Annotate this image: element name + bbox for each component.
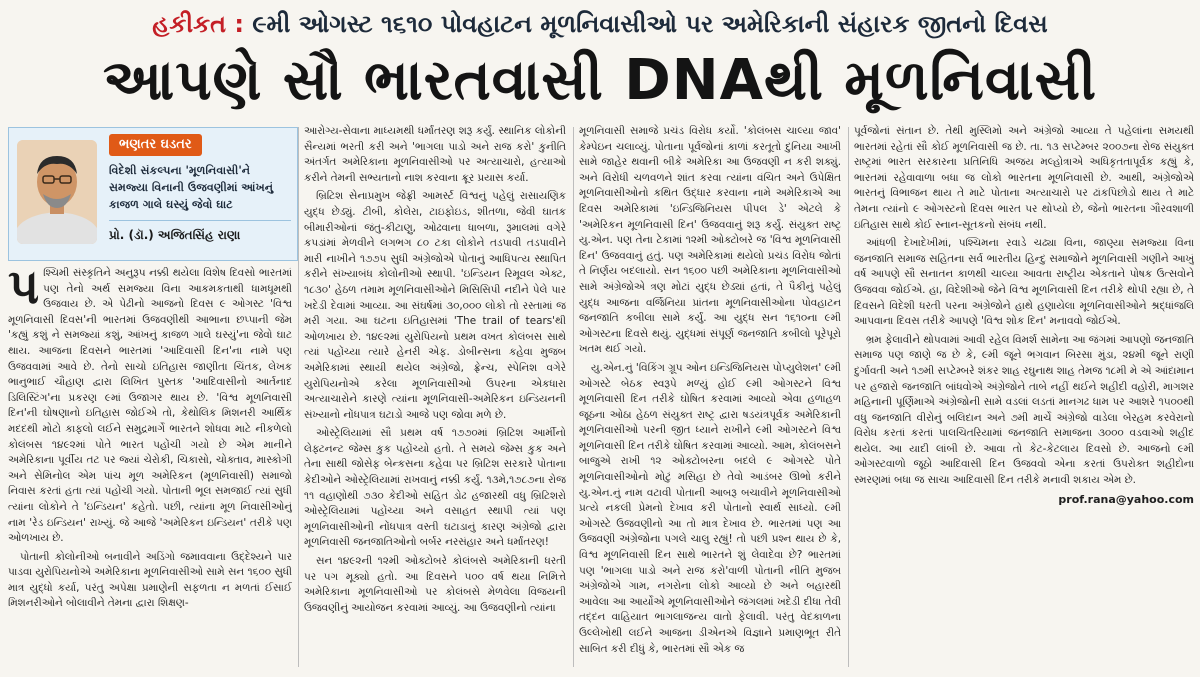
author-portrait-icon: [17, 140, 97, 244]
author-photo: [17, 140, 97, 244]
article-paragraph: ભ્રમ ફેલાવીને થોપવામાં આવી રહેલ વિમર્શ સામેના આ જંગમાં આપણો જનજાતિ સમાજ પણ જાણે જ છે કે, ૯મી જૂને ભગવાન બિરસા મુંડા, ૨૪મી જૂને રાણી દુર્ગાવતી અને ૧૭મી સપ્ટેમ્બરે શંકર શાહ રઘુનાથ શાહ તેમજ ૧૮મી મે એ આંદામાન પર હજારો જનજાતિ બાંધવોએ અંગ્રેજોને તાબે નહીં થઈને શહીદી વહોરી, માગશર મહિનાની પૂર્ણિમાએ અંગ્રેજોની સામે વડલાં લડતાં માનગઢ ધામ પર આશરે ૧૫૦૦થી વધુ જનજાતિ વીરોનું બલિદાન અને ૭મી માર્ચે અંગ્રેજો વાડેલા બેરહમ કરવેરાનો વિરોધ કરતાં કરતાં પાલચિતરિયામાં જનજાતિ સમાજના ૩૦૦૦ વડવાઓ શહીદ થયેલ. આ યાદી લાંબી છે. આવા તો કેટ-કેટલાય દિવસો છે. આજનો ૯મી ઓગસ્ટવાળો જૂઠો આદિવાસી દિન ઉજવવો એના કરતાં ઉપરોક્ત શહીદોના સ્મરણમાં બધા જ સાચા આદિવાસી દિન તરીકે મનાવી શકાય એમ છે.: [854, 333, 1194, 487]
article-paragraph: મૂળનિવાસી સમાજે પ્રચંડ વિરોધ કર્યો. 'કોલંબસ ચાલ્યા જાવ' કેમ્પેઇન ચલાવ્યું. પોતાના પૂર્વજોનાં કાળાં કરતૂતો દુનિયા આખી સામે જાહેર થવાની બીકે અમેરિકા આ ઉજવણી ન કરી શક્યું. અને વિરોધી ચળવળને શાંત કરવા ત્યાંના વંચિત અને ઉપેક્ષિત મૂળનિવાસીઓનો કથિત ઉદ્ધાર કરવાના નામે અમેરિકાએ આ દિવસ અમેરિકામાં 'ઇન્ડિજિનિયસ પીપલ ડે' એટલે કે 'અમેરિકન મૂળનિવાસી દિન' ઉજવવાનું શરૂ કર્યું. સંયુક્ત રાષ્ટ્ર યુ.એન. પણ તેના ટેકામાં ૧૨મી ઓક્ટોબરે જ 'વિશ્વ મૂળનિવાસી દિન' ઉજવવાનું હતું. પણ અમેરિકામાં થયેલો પ્રચંડ વિરોધ જોતાં તે નિર્ણય બદલાયો. સન ૧૬૦૦ પછી અમેરિકાના મૂળનિવાસીઓ સામે અંગ્રેજોએ ત્રણ મોટાં યુદ્ધ છેડ્યાં હતાં, તે પૈકીનું પહેલું યુદ્ધ આજના વર્જિનિયા પ્રાંતના મૂળનિવાસીઓના પોવહાટન જનજાતિ કબીલા સામે કર્યું. આ યુદ્ધ સન ૧૬૧૦ના ૯મી ઓગસ્ટના દિવસે થયું. યુદ્ધમાં સંપૂર્ણ જનજાતિ કબીલો પૂરેપૂરો ખતમ થઈ ગયો.: [579, 125, 841, 356]
kicker-line: [0, 10, 1200, 38]
kicker-label: હકીકત :: [152, 10, 244, 38]
drop-cap: પ: [8, 266, 40, 315]
article-column-4: [854, 124, 1194, 674]
article-paragraph: પશ્ચિમી સંસ્કૃતિને અનુરૂપ નક્કી થયેલા વિશેષ દિવસો ભારતમાં પણ તેનો અર્થ સમજ્યા વિના આકમકતાથી ધામધૂમથી ઉજવાય છે. એ પેઢીનો આજનો દિવસ ૯ ઓગસ્ટ 'વિશ્વ મૂળનિવાસી દિવસ'ની ભારતમાં ઉજવણીથી આભાના છપ્પાની જેમ 'કહ્યું કશું ને સમજ્યાં કશું, આંખનું કાજળ ગાલે ઘસ્યું'ના જેવો ઘાટ થાય. આજના દિવસને ભારતમાં 'આદિવાસી દિન'ના નામે પણ ઉજવવામાં આવે છે. તેનો સાચો ઇતિહાસ જાણીતા ચિંતક, લેખક ભાનુભાઈ ચૌહાણ દ્વારા લિખિત પુસ્તક 'આદિવાસીનો આર્તનાદ ડિલિસ્ટિંગ'ના પ્રકરણ ૯માં ઉજાગર થાય છે. 'વિશ્વ મૂળનિવાસી દિન'ની ઘોષણાનો ઇતિહાસ જોઈએ તો, કેથોલિક મિશનરી આર્થિક મદદથી મોટો કાફલો લઈને સમુદ્રમાર્ગે ભારતને શોધવા માટે નીકળેલો કોલંબસ ૧૪૯૨માં પોતે ભારત પહોંચી ગયો છે એમ માનીને અમેરિકાના પૂર્વીય તટ પર જ્યાં ચેરોકી, ચિકાસો, ચોક્તાવ, માસ્કોગી અને સેમિનોલ એમ પાંચ મૂળ અમેરિકન (મૂળનિવાસી) સમાજો નિવાસ કરતાં હતા ત્યાં પહોંચી ગયો. પોતાની ભૂલ સમજાઈ ત્યાં સુધી ત્યાંના લોકોને તે 'ઇન્ડિયન' કહેતો. પછી, ત્યાંના મૂળ નિવાસીઓનું નામ 'રેડ ઇન્ડિયન' રાખ્યું. જે આજે 'અમેરિકન ઇન્ડિયન' તરીકે પણ ઓળખાય છે.: [8, 266, 292, 545]
column-divider: [848, 127, 849, 667]
author-box: [8, 127, 298, 261]
kicker-text: ૯મી ઓગસ્ટ ૧૬૧૦ પોવહાટન મૂળનિવાસીઓ પર અમેરિકાની સંહારક જીતનો દિવસ: [252, 10, 1048, 38]
author-divider: [109, 220, 291, 221]
headline: આપણે સૌ ભારતવાસી DNAથી મૂળનિવાસી: [103, 48, 1097, 113]
column-tag: ભણતર ઘડતર: [109, 134, 202, 156]
column-tagline: વિદેશી સંકલ્પના 'મૂળનિવાસી'ને સમજ્યા વિનાની ઉજવણીમાં આંખનું કાજળ ગાલે ઘસ્યું જેવો ઘાટ: [109, 164, 274, 211]
article-paragraph: પૂર્વજોનાં સંતાન છે. તેથી મુસ્લિમો અને અંગ્રેજો આવ્યા તે પહેલાંના સમયથી ભારતમાં રહેતાં સૌ કોઈ મૂળનિવાસી જ છે. તા. ૧૩ સપ્ટેમ્બર ૨૦૦૭ના રોજ સંયુક્ત રાષ્ટ્રમાં ભારત સરકારના પ્રતિનિધિ અજય મલ્હોત્રાએ અધિકૃતતાપૂર્વક કહ્યું કે, ભારતમાં રહેવાવાળા બધા જ લોકો ભારતના મૂળનિવાસી છે. આથી, અંગ્રેજોએ ભારતનું વિભાજન થાય તે માટે પોતાના અત્યાચારો પર ઢાંકપિછોડો થાય તે માટે તેમના ત્યાંનો ૯ ઓગસ્ટનો દિવસ ભારત પર થોપ્યો છે, જેનો ભારતના ગૌરવશાળી ઇતિહાસ સાથે કોઈ સ્નાન-સૂતકનો સંબંધ નથી.: [854, 125, 1194, 231]
author-email: prof.rana@yahoo.com: [1058, 492, 1194, 506]
column-divider: [298, 127, 299, 667]
article-paragraph: આંધળી દેખાદેખીમાં, પશ્ચિમના રવાડે ચઢ્યા વિના, જાણ્યા સમજ્યા વિના જનજાતિ સમાજ સહિતના સર્વ ભારતીય હિન્દુ સમાજોને મૂળનિવાસી ગણીને આખું વર્ષ આપણે સૌ સનાતન કાળથી ચાલ્યા આવતા રાષ્ટ્રીય એકતાને પોષક ઉત્સવોને ઉજવવા જોઈએ. હા, વિદેશીઓ જેને વિશ્વ મૂળનિવાસી દિન તરીકે થોપી રહ્યા છે, તે દિવસને વિદેશી ધરતી પરના અંગ્રેજોને હાથે હણાયેલા મૂળનિવાસીઓને શ્રદ્ધાંજલિ આપવાના દિવસ તરીકે આપણે 'વિશ્વ શોક દિન' મનાવવો જોઈએ.: [854, 237, 1194, 328]
article-paragraph: ઓસ્ટ્રેલિયામાં સૌ પ્રથમ વર્ષ ૧૭૭૦માં બ્રિટિશ આર્મીનો લેફ્ટનન્ટ જેમ્સ કુક પહોંચ્યો હતો. તે સમયે જેમ્સ કુક અને તેના સાથી જોસેફ બેન્કસના કહેવા પર બ્રિટિશ સરકારે પોતાના કેદીઓને ઓસ્ટ્રેલિયામાં રાખવાનું નક્કી કર્યું. ૧૩મે,૧૭૮૭ના રોજ ૧૧ વહાણોથી ૭૩૦ કેદીઓ સહિત ડોઢ હજારથી વધુ બ્રિટિશરો ઓસ્ટ્રેલિયામાં પહોંચ્યા અને વસાહત સ્થાપી ત્યાં પણ મૂળનિવાસીઓની નોંધપાત્ર વસ્તી ઘટાડાનું કારણ અંગ્રેજો દ્વારા મૂળનિવાસી જનજાતિઓનો બર્બર નરસંહાર અને ધર્માંતરણ!: [304, 427, 566, 549]
article-column-2: [304, 124, 566, 674]
article-column-1: [8, 266, 292, 674]
article-paragraph: બ્રિટિશ સેનાપ્રમુખ જેફ્રી આમર્સ્ટ વિશ્વનું પહેલું રાસાયણિક યુદ્ધ છેડ્યું. ટીબી, કોલેરા, ટાઇફોઇડ, શીતળા, જેવી ઘાતક બીમારીઓનાં જંતુ-કીટાણુ, ઓઢવાના ધાબળા, રૂમાલમાં વગેરે કપડાંમાં મેળવીને લગભગ ૮૦ ટકા લોકોને તડપાવી તડપાવીને મારી નાખીને ૧૭૭૫ સુધી અંગ્રેજોએ પોતાનું આધિપત્ય સ્થાપિત કરીને સંખ્યાબંધ કોલોનીઓ સ્થાપી. 'ઇન્ડિયન રિમૂવલ એક્ટ, ૧૮૩૦' હેઠળ તમામ મૂળનિવાસીઓને મિસિસિપી નદીને પેલે પાર ખદેડી દેવામાં આવ્યા. આ સંઘર્ષમાં ૩૦,૦૦૦ લોકો તો રસ્તામાં જ મરી ગયા. આ ઘટના ઇતિહાસમાં 'The trail of tears'થી ઓળખાય છે. ૧૪૯૨માં યુરોપિયનો પ્રથમ વખત કોલંબસ સાથે ત્યાં પહોંચ્યા ત્યારે હેનરી એફ. ડોબીન્સના કહેવા મુજબ અમેરિકામાં સ્થાયી થયેલ અંગ્રેજો, ફ્રેન્ચ, સ્પેનિશ વગેરે યુરોપિયનોએ કરેલા મૂળનિવાસીઓ ઉપરના એકધારા અત્યાચારોને કારણે ત્યાંના મૂળનિવાસી-અમેરિકન ઇન્ડિયનની સંખ્યાનો નોંધપાત્ર ઘટાડો આજે પણ જોવા મળે છે.: [304, 190, 566, 421]
article-column-3: [579, 124, 841, 674]
article-paragraph: સન ૧૪૯૨ની ૧૨મી ઓક્ટોબરે કોલંબસે અમેરિકાની ધરતી પર પગ મૂક્યો હતો. આ દિવસને ૫૦૦ વર્ષ થયા નિમિત્તે અમેરિકાના મૂળનિવાસીઓ પર કોલંબસે મેળવેલા વિજયની ઉજવણીનું આયોજન કરવામાં આવ્યું. આ ઉજવણીનો ત્યાંના: [304, 555, 566, 614]
article-paragraph: પોતાની કોલોનીઓ બનાવીને અડિંગો જમાવવાના ઉદ્દેશ્યને પાર પાડવા યુરોપિયનોએ અમેરિકાના મૂળનિવાસીઓ સામે સન ૧૬૦૦ સુધી માત્ર યુદ્ધો કર્યા, પરંતુ અપેક્ષા પ્રમાણેની સફળતા ન મળતાં ઈસાઈ મિશનરીઓને બોલાવીને તેમના દ્વારા શિક્ષણ-: [8, 550, 292, 610]
author-name: પ્રો. (ડૉ.) અજિતસિંહ રાણા: [109, 228, 241, 242]
article-paragraph: આરોગ્ય-સેવાના માધ્યમથી ધર્માંતરણ શરૂ કર્યું. સ્થાનિક લોકોની સૈન્યમાં ભરતી કરી અને 'ભાગલા પાડો અને રાજ કરો' કુનીતિ અંતર્ગત અમેરિકાના મૂળનિવાસીઓ પર અત્યાચારો, હત્યાઓ કરીને તેમની સભ્યતાનો નાશ કરવાના ક્રૂર પ્રયાસ કર્યા.: [304, 125, 566, 184]
column-divider: [573, 127, 574, 667]
article-paragraph: યુ.એન.નું 'વિકિંગ ગ્રૂપ ઓન ઇન્ડિજિનિયસ પોપ્યુલેશન' ૯મી ઓગસ્ટે બેઠક સ્વરૂપે મળ્યું હોઈ ૯મી ઓગસ્ટને વિશ્વ મૂળનિવાસી દિન તરીકે ઘોષિત કરવામાં આવ્યો એવા હળાહળ જૂઠના ઓઠા હેઠળ સંયુક્ત રાષ્ટ્ર દ્વારા ષડયંત્રપૂર્વક અમેરિકાની મૂળનિવાસીઓ પરની જીત ધ્યાને રાખીને ૯મી ઓગસ્ટને વિશ્વ મૂળનિવાસી દિન તરીકે ઘોષિત કરવામાં આવ્યો. આમ, કોલંબસને બાજુએ રાખી ૧૨ ઓક્ટોબરના બદલે ૯ ઓગસ્ટે પોતે મૂળનિવાસીઓનો મોટું મસિહા છે તેવો આડંબર ઊભો કરીને યુ.એન.નું નામ વટાવી પોતાની આબરૂ બચાવીને મૂળનિવાસીઓ પ્રત્યે નકલી પ્રેમનો દેખાવ કરી પોતાનો સ્વાર્થ સાધ્યો. ૯મી ઓગસ્ટે ઉજવણીનો આ તો માત્ર દેખાવ છે. ભારતમાં પણ આ ઉજવણી અંગ્રેજોના પગલે ચાલુ રહ્યું! તો પછી પ્રશ્ન થાય છે કે, વિશ્વ મૂળનિવાસી દિન સાથે ભારતને શું લેવાદેવા છે? ભારતમાં પણ 'ભાગલા પાડો અને રાજ કરો'વાળી પોતાની નીતિ મુજબ અંગ્રેજોએ ગામ, નગરોના લોકો આવ્યો છે અને બહારથી આવેલા આ આર્યોએ મૂળનિવાસીઓને જંગલમાં ખદેડી દીધા તેવી તદ્દન વાહિયાત ભાગલાજન્ય વાતો ફેલાવી. પરંતુ વેદકાળના ઉલ્લેખોથી લઈને આજના ડીએનએ વિજ્ઞાને પ્રમાણભૂત રીતે સાબિત કરી દીધું કે, ભારતમાં સૌ એક જ: [579, 361, 841, 655]
